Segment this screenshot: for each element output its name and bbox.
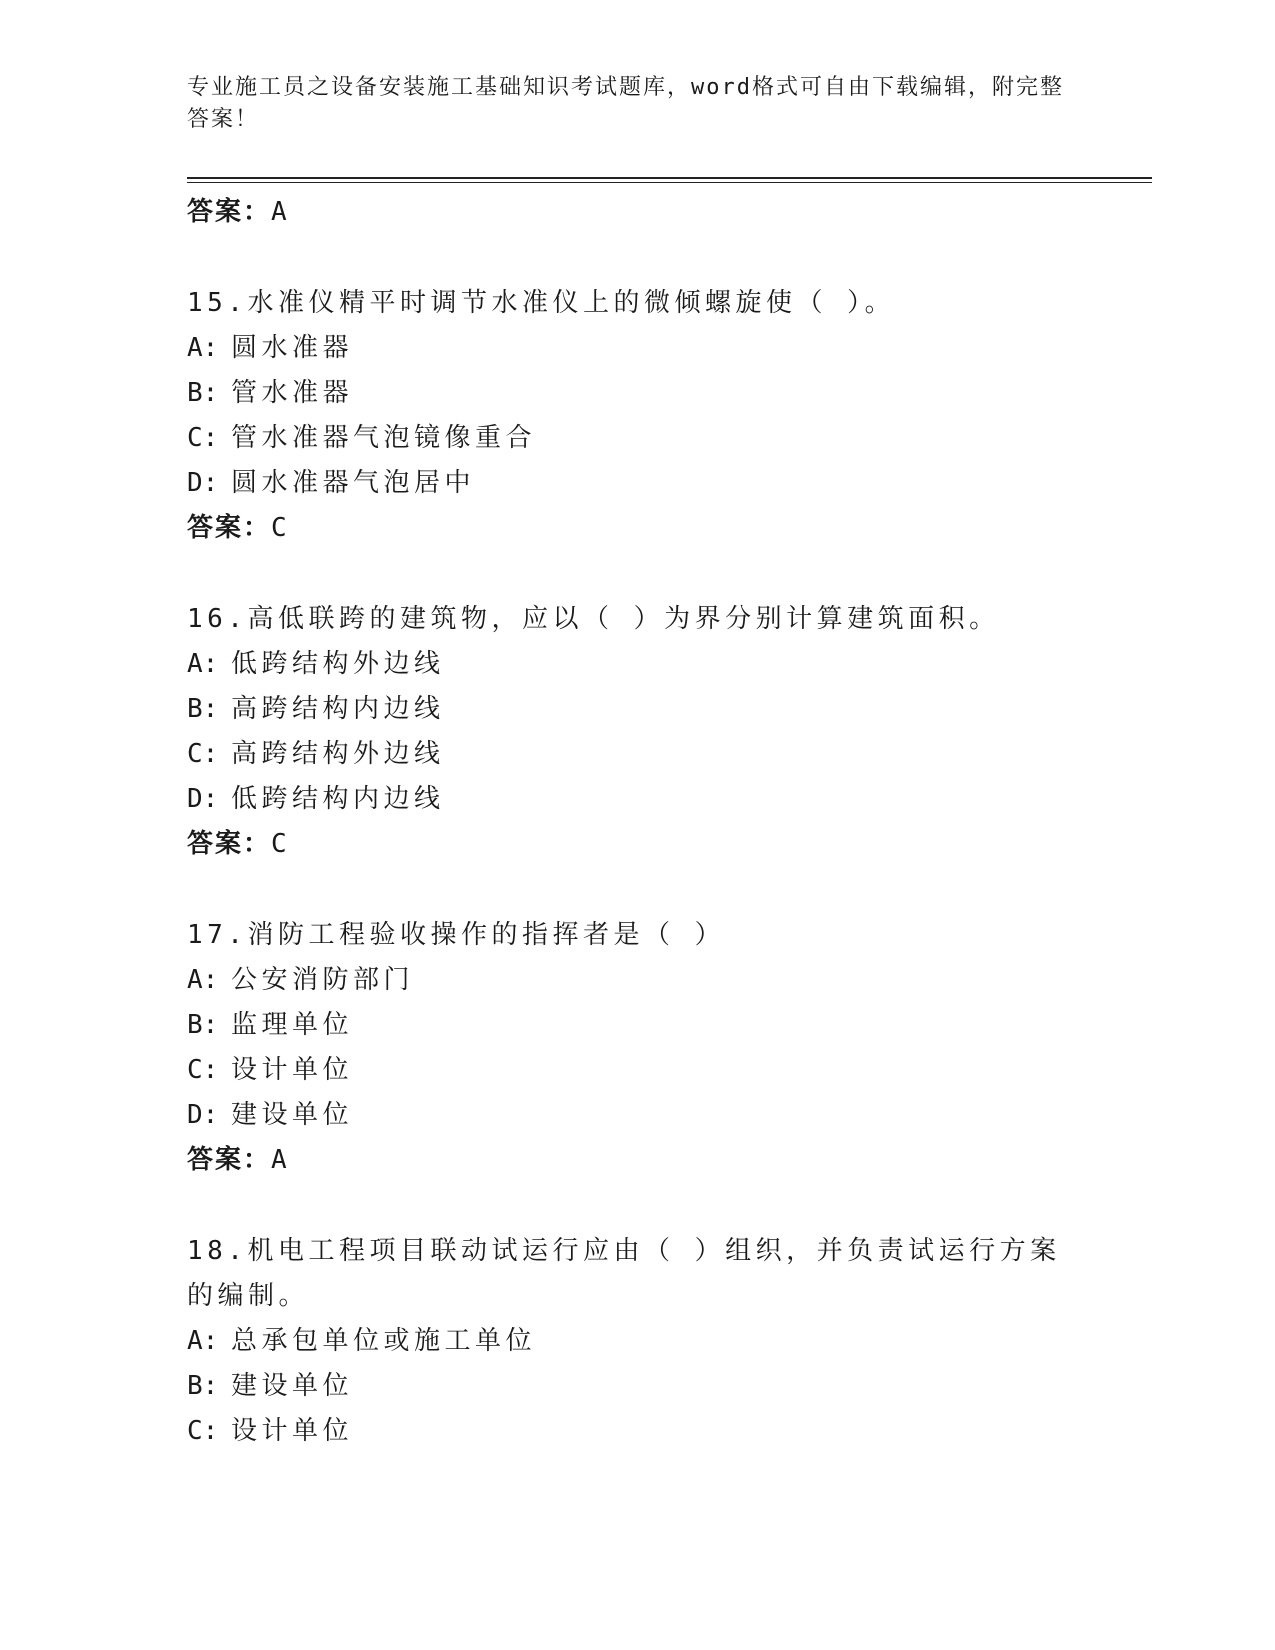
option-b xyxy=(187,371,1067,416)
option-text: 高跨结构内边线 xyxy=(231,694,445,724)
option-a xyxy=(187,642,1067,687)
option-text: 总承包单位或施工单位 xyxy=(231,1326,537,1356)
question-body: 高低联跨的建筑物，应以（ ）为界分别计算建筑面积。 xyxy=(247,604,1000,634)
option-text: 低跨结构外边线 xyxy=(231,649,445,679)
question-number: 15. xyxy=(187,288,248,318)
option-text: 管水准器 xyxy=(231,378,354,408)
option-text: 设计单位 xyxy=(231,1416,354,1446)
option-key: C: xyxy=(187,1055,219,1085)
question-number: 16. xyxy=(187,604,248,634)
question-text xyxy=(187,913,1067,958)
question-list xyxy=(187,190,1067,1454)
option-key: D: xyxy=(187,784,219,814)
answer-label: 答案： xyxy=(187,513,272,543)
option-key: D: xyxy=(187,468,219,498)
option-text: 圆水准器 xyxy=(231,333,354,363)
question-body: 机电工程项目联动试运行应由（ ）组织，并负责试运行方案的编制。 xyxy=(187,1236,1061,1311)
option-c xyxy=(187,1409,1067,1454)
answer-line xyxy=(187,506,1067,550)
option-text: 圆水准器气泡居中 xyxy=(231,468,476,498)
option-key: A: xyxy=(187,965,219,995)
spacer xyxy=(187,550,1067,597)
answer-label: 答案： xyxy=(187,197,272,227)
option-c xyxy=(187,416,1067,461)
option-key: C: xyxy=(187,1416,219,1446)
question-text xyxy=(187,1229,1067,1319)
option-a xyxy=(187,326,1067,371)
option-text: 高跨结构外边线 xyxy=(231,739,445,769)
header-divider-thin xyxy=(187,182,1152,183)
answer-line xyxy=(187,190,1067,234)
option-d xyxy=(187,777,1067,822)
option-d xyxy=(187,461,1067,506)
question-number: 17. xyxy=(187,920,248,950)
answer-value: A xyxy=(271,1145,289,1175)
option-key: B: xyxy=(187,694,219,724)
option-b xyxy=(187,1364,1067,1409)
option-text: 低跨结构内边线 xyxy=(231,784,445,814)
option-d xyxy=(187,1093,1067,1138)
answer-value: C xyxy=(271,513,289,543)
option-c xyxy=(187,1048,1067,1093)
answer-line xyxy=(187,1138,1067,1182)
option-key: D: xyxy=(187,1100,219,1130)
answer-value: A xyxy=(271,197,289,227)
option-key: B: xyxy=(187,378,219,408)
option-text: 监理单位 xyxy=(231,1010,354,1040)
option-text: 设计单位 xyxy=(231,1055,354,1085)
option-text: 管水准器气泡镜像重合 xyxy=(231,423,537,453)
option-key: A: xyxy=(187,649,219,679)
option-text: 公安消防部门 xyxy=(231,965,415,995)
option-key: B: xyxy=(187,1371,219,1401)
question-text xyxy=(187,597,1067,642)
question-text xyxy=(187,281,1067,326)
option-a xyxy=(187,958,1067,1003)
option-key: B: xyxy=(187,1010,219,1040)
answer-label: 答案： xyxy=(187,1145,272,1175)
answer-line xyxy=(187,822,1067,866)
spacer xyxy=(187,866,1067,913)
option-key: C: xyxy=(187,423,219,453)
header-divider-thick xyxy=(187,177,1152,179)
answer-value: C xyxy=(271,829,289,859)
question-body: 消防工程验收操作的指挥者是（ ） xyxy=(247,920,726,950)
spacer xyxy=(187,234,1067,281)
option-text: 建设单位 xyxy=(231,1371,354,1401)
document-header: 专业施工员之设备安装施工基础知识考试题库，word格式可自由下载编辑，附完整答案！ xyxy=(187,75,1064,132)
option-key: A: xyxy=(187,1326,219,1356)
option-key: A: xyxy=(187,333,219,363)
answer-label: 答案： xyxy=(187,829,272,859)
option-b xyxy=(187,1003,1067,1048)
spacer xyxy=(187,1182,1067,1229)
question-number: 18. xyxy=(187,1236,248,1266)
option-key: C: xyxy=(187,739,219,769)
option-b xyxy=(187,687,1067,732)
question-body: 水准仪精平时调节水准仪上的微倾螺旋使（ ）。 xyxy=(247,288,896,318)
option-text: 建设单位 xyxy=(231,1100,354,1130)
option-c xyxy=(187,732,1067,777)
option-a xyxy=(187,1319,1067,1364)
